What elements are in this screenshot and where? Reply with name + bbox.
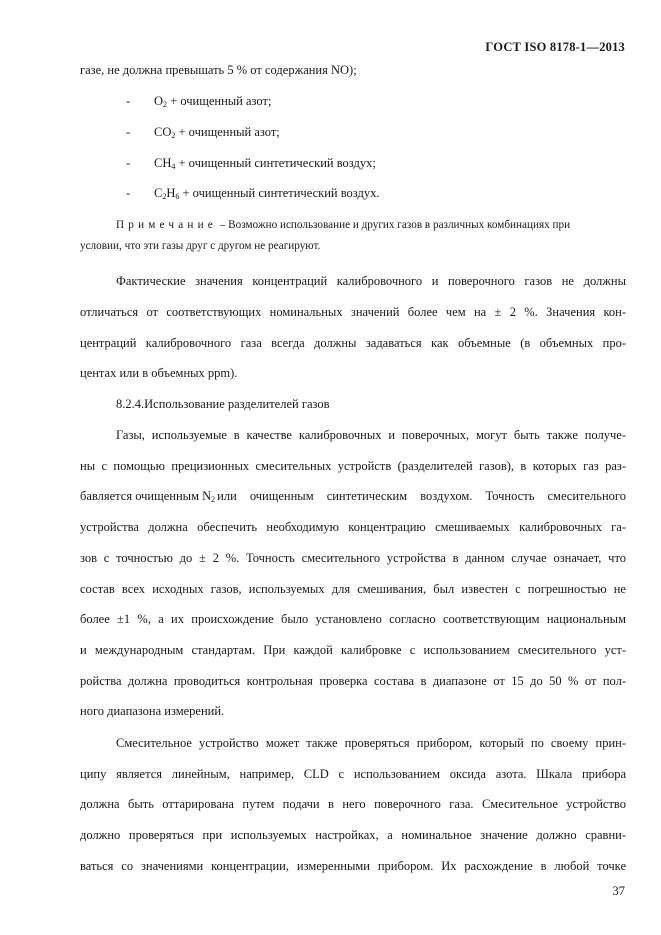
text-line: Фактические значения концентраций калибровочного и поверочного газов не должны [116, 274, 626, 288]
subscript: 2 [163, 100, 168, 109]
text-segment: или очищенным синтетическим воздухом. Точность смесительного [217, 489, 626, 503]
list-item-text: + очищенный азот; [175, 125, 280, 139]
subscript: 2 [211, 495, 216, 504]
formula-text: CH [154, 156, 172, 170]
page-number: 37 [612, 884, 625, 898]
formula-text: H [166, 186, 176, 200]
text-line: отличаться от соответствующих номинальных значений более чем на ± 2 %. Значения кон- [80, 305, 626, 319]
text-line: ройства должна проводиться контрольная проверка состава в диапазоне от 15 до 50 % от пол- [80, 674, 626, 688]
formula-text: O [154, 94, 164, 108]
text-line: ваться со значениями концентрации, измеренными прибором. Их расхождение в любой точке [80, 859, 626, 873]
text-line: ны с помощью прецизионных смесительных устройств (разделителей газов), в которых газ раз- [80, 459, 626, 473]
text-line: газе, не должна превышать 5 % от содержания NO); [80, 63, 357, 77]
subscript: 4 [171, 162, 176, 171]
section-heading: 8.2.4.Использование разделителей газов [116, 397, 330, 411]
list-item-text: + очищенный синтетический воздух; [175, 156, 376, 170]
text-line: зов с точностью до ± 2 %. Точность смесительного устройства в данном случае означает, что [80, 551, 626, 565]
bullet-dash: - [126, 94, 131, 108]
formula-text: CO [154, 125, 172, 139]
list-item [126, 94, 271, 109]
subscript: 2 [162, 192, 167, 201]
formula-text: C [154, 186, 163, 200]
note-text: – Возможно использование и других газов в различных комбинациях при [216, 219, 571, 231]
text-line: состав всех исходных газов, используемых для смешивания, был известен с погрешностью не [80, 582, 626, 596]
subscript: 6 [175, 192, 180, 201]
text-line: и международным стандартам. При каждой калибровке с использованием смесительного уст- [80, 643, 626, 657]
list-item-text: + очищенный синтетический воздух. [179, 186, 380, 200]
bullet-dash: - [126, 186, 131, 200]
bullet-dash: - [126, 156, 131, 170]
text-line: ципу является линейным, например, CLD с использованием оксида азота. Шкала прибора [80, 767, 626, 781]
text-line: центах или в объемных ppm). [80, 366, 238, 380]
list-item [126, 156, 376, 171]
text-line: ного диапазона измерений. [80, 704, 225, 718]
text-segment: бавляется очищенным N [80, 489, 212, 503]
text-line: должна быть оттарирована путем подачи в него поверочного газа. Смесительное устройство [80, 797, 626, 811]
text-line: должно проверяться при используемых настройках, а номинальное значение должно сравни- [80, 828, 626, 842]
note-line [116, 219, 570, 231]
subscript: 2 [171, 131, 176, 140]
document-header: ГОСТ ISO 8178-1—2013 [485, 40, 625, 54]
list-item [126, 125, 280, 140]
text-line: центраций калибровочного газа всегда должны задаваться как объемные (в объемных про- [80, 336, 626, 350]
bullet-dash: - [126, 125, 131, 139]
list-item-text: + очищенный азот; [167, 94, 272, 108]
note-line: условии, что эти газы друг с другом не реагируют. [80, 240, 321, 252]
text-line [80, 489, 626, 511]
text-line: устройства должна обеспечить необходимую концентрацию смешиваемых калибровочных га- [80, 520, 626, 534]
list-item [126, 186, 379, 201]
text-line: Газы, используемые в качестве калибровочных и поверочных, могут быть также получе- [116, 428, 626, 442]
text-line: Смесительное устройство может также проверяться прибором, который по своему прин- [116, 736, 626, 750]
text-line: более ±1 %, а их происхождение было установлено согласно соответствующим национальным [80, 612, 626, 626]
note-label: Примечание [116, 219, 217, 231]
